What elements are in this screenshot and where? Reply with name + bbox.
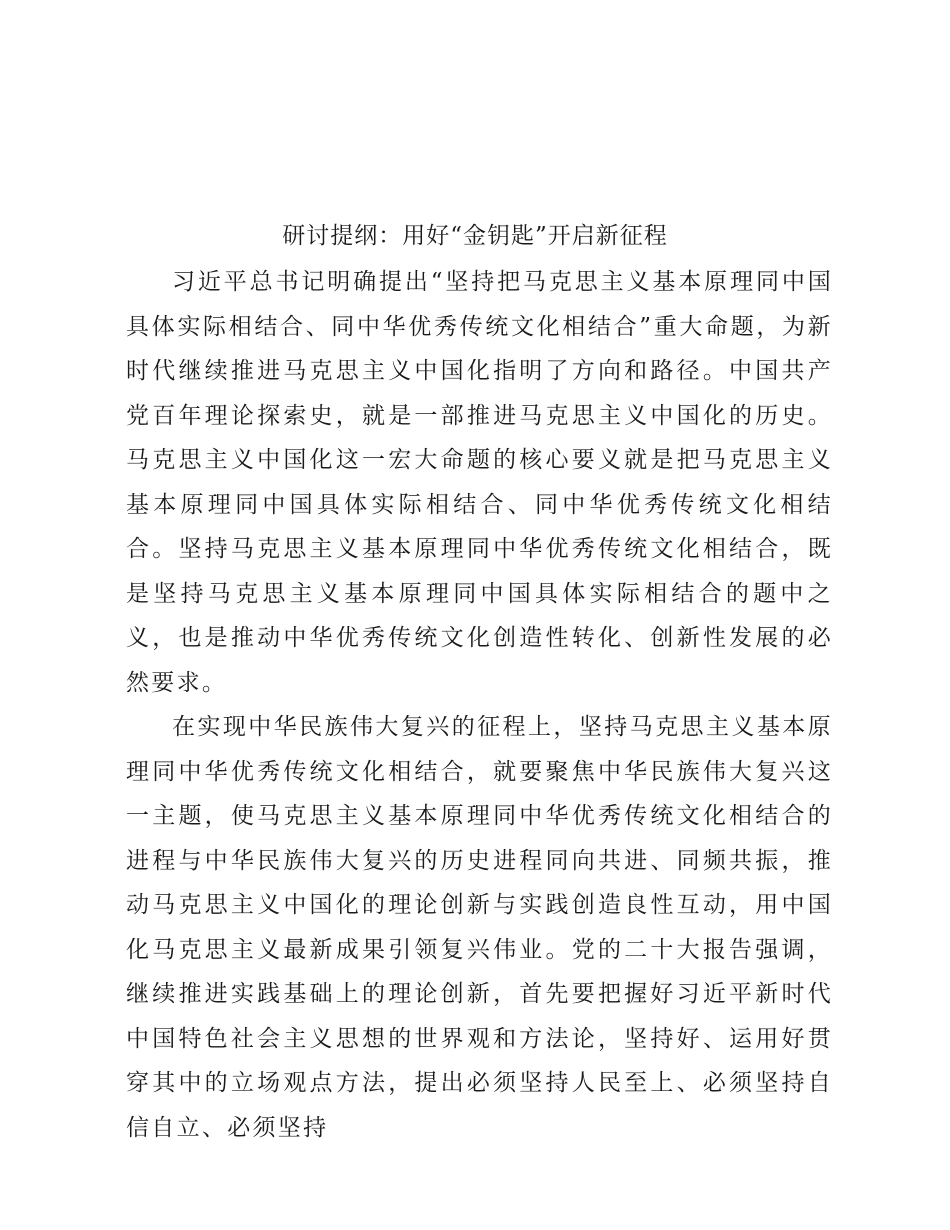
document-title: 研讨提纲：用好“金钥匙”开启新征程 — [282, 223, 668, 249]
document-body — [126, 260, 833, 1150]
paragraph-1: 习近平总书记明确提出“坚持把马克思主义基本原理同中国具体实际相结合、同中华优秀传统文化相结合”重大命题，为新时代继续推进马克思主义中国化指明了方向和路径。中国共产党百年理论探索史，就是一部推进马克思主义中国化的历史。马克思主义中国化这一宏大命题的核心要义就是把马克思主义基本原理同中国具体实际相结合、同中华优秀传统文化相结合。坚持马克思主义基本原理同中华优秀传统文化相结合，既是坚持马克思主义基本原理同中国具体实际相结合的题中之义，也是推动中华优秀传统文化创造性转化、创新性发展的必然要求。 — [126, 269, 833, 696]
paragraph-2: 在实现中华民族伟大复兴的征程上，坚持马克思主义基本原理同中华优秀传统文化相结合，就要聚焦中华民族伟大复兴这一主题，使马克思主义基本原理同中华优秀传统文化相结合的进程与中华民族伟大复兴的历史进程同向共进、同频共振，推动马克思主义中国化的理论创新与实践创造良性互动，用中国化马克思主义最新成果引领复兴伟业。党的二十大报告强调，继续推进实践基础上的理论创新，首先要把握好习近平新时代中国特色社会主义思想的世界观和方法论，坚持好、运用好贯穿其中的立场观点方法，提出必须坚持人民至上、必须坚持自信自立、必须坚持 — [126, 714, 833, 1141]
